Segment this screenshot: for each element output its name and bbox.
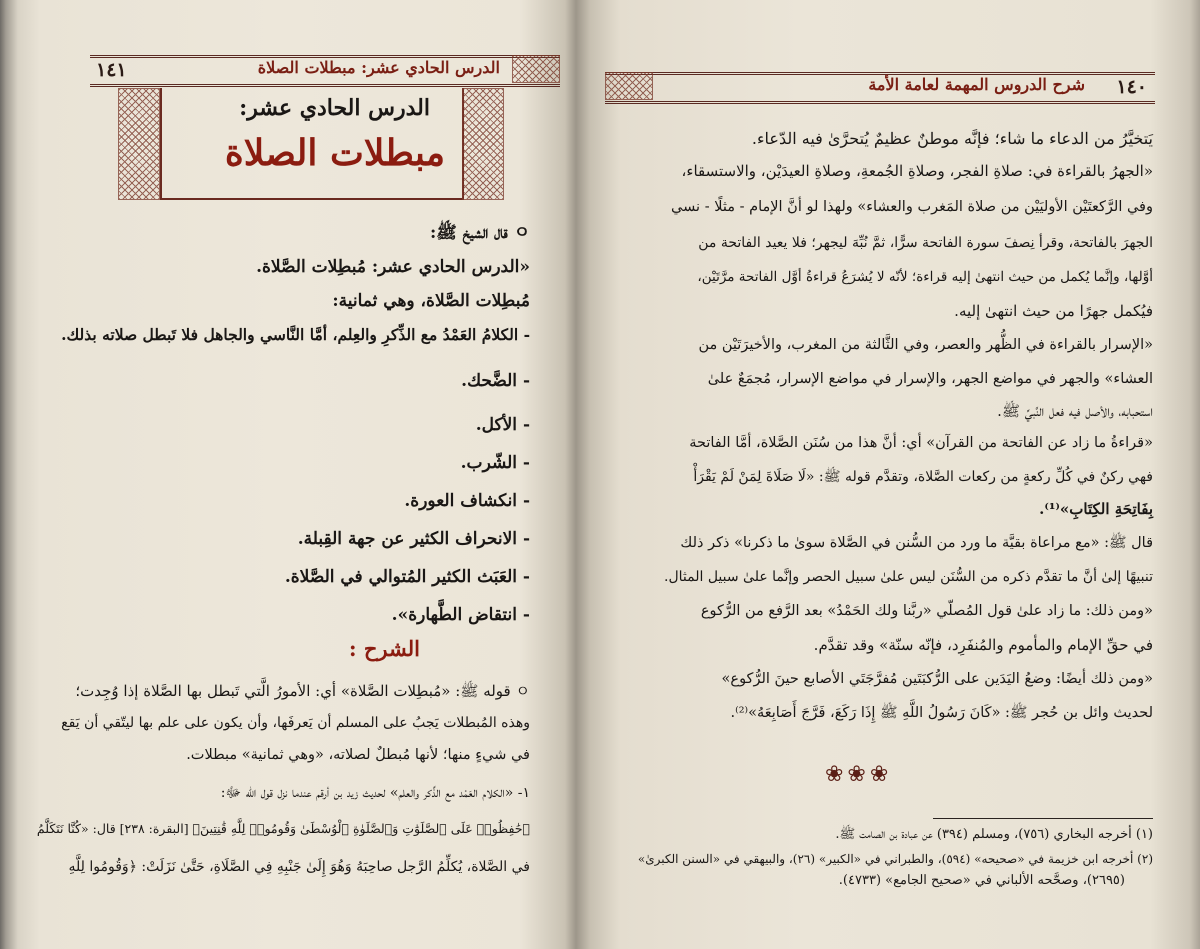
text-line: «ومن ذلك: ما زاد علىٰ قول المُصلّي «ربَّنا ولك الحَمْدُ» بعد الرَّفع من الرُّكوع (700, 603, 1153, 619)
quran-verse: ﴿حَٰفِظُوا۟ عَلَى ٱلصَّلَوَٰتِ وَٱلصَّلَوٰةِ ٱلْوُسْطَىٰ وَقُومُوا۟ لِلَّهِ قَٰنِتِينَ﴾ [البقرة: ٢٣٨] قال: «كُنَّا نَتَكَلَّمُ (36, 821, 530, 836)
left-running-header (90, 55, 560, 87)
text-line: استحبابه، والأصل فيه فعل النَّبيِّ ﷺ. (997, 402, 1153, 420)
page-number: ١٤١ (96, 59, 127, 81)
footnote: (١) أخرجه البخاري (٧٥٦)، ومسلم (٣٩٤) عن عبادة بن الصامت ﷺ. (835, 827, 1153, 842)
right-running-header (605, 72, 1155, 104)
left-page (36, 0, 570, 949)
page-number: ١٤٠ (1116, 76, 1147, 98)
list-item: - انكشاف العورة. (404, 491, 530, 511)
ornament-icon (605, 72, 653, 100)
text-line: في الصَّلاة، يُكلِّمُ الرَّجل صاحِبَهُ وَهُوَ إِلَىٰ جَنْبِهِ فِي الصَّلَاةِ، حَتَّىٰ نَزَلَتْ: ﴿وَقُومُوا لِلَّهِ (68, 859, 530, 875)
text-line: الجهرَ بالفاتحة، وقرأ نِصفَ سورة الفاتحة سرًّا، ثمَّ نُبِّهَ ليجهر؛ فلا يعيد الفاتحة من (698, 235, 1153, 251)
text-line: «الدرس الحادي عشر: مُبطِلات الصَّلاة. (256, 257, 530, 277)
text-line: قال ﷺ: «مع مراعاة بقيَّة ما ورد من السُّنن في الصَّلاة سوىٰ ما ذكرنا» ذكر ذلك (680, 535, 1153, 551)
list-item: - الشّرب. (460, 453, 530, 473)
text-line: فيُكمل جهرًا من حيث انتهىٰ إليه. (954, 302, 1153, 320)
footnote: (٢٦٩٥)، وصحَّحه الألباني في «صحيح الجامع» (٤٧٣٣). (838, 873, 1125, 888)
text-line: وفي الرَّكعتَيْن الأوليَيْن من صلاة المَغرب والعشاء» ولهذا لو أنَّ الإمام - مثلًا - نسي (671, 199, 1153, 215)
commentary-heading: الشرح : (348, 636, 420, 661)
text-line: «الإسرار بالقراءة في الظُّهر والعصر، وفي الثَّالثة من المغرب، والأخيرَتَيْن من (698, 337, 1153, 353)
text-line: «الجهرُ بالقراءة في: صلاةِ الفجر، وصلاةِ الجُمعةِ، وصلاةِ العيدَيْن، والاستسقاء، (681, 162, 1153, 180)
text-line: «قراءةُ ما زاد عن الفاتحة من القرآن» أي: أنَّ هذا من سُنَن الصَّلاة، أمَّا الفاتحة (689, 435, 1153, 451)
list-item: - الضَّحك. (461, 371, 530, 391)
section-separator: ❀❀❀ (825, 762, 893, 787)
text-line: العشاء» والجهر في مواضع الجهر، والإسرار في مواضع الإسرار، مُجمَعٌ علىٰ (707, 371, 1153, 387)
lesson-title: مبطلات الصلاة (224, 132, 445, 174)
text-line: ١- «الكلام العَمْد مع الذِّكر والعلم» لحديث زيد بن أرقم عندما نزل قول الله ﷻ: (220, 785, 530, 801)
ornament-icon (512, 55, 560, 83)
text-line: ㅇ قال الشيخ ﷺ: (430, 223, 530, 243)
text-line: وهذه المُبطلات يَجبُ على المسلم أن يَعرفَها، وأن يكون على علم بها ليتّقي أن يَقع (61, 715, 530, 731)
text-line: «ومن ذلك أيضًا: وضعُ اليَدَين على الرُّكبَتَين مُفرَّجَتَي الأصابع حينَ الرُّكوع» (721, 671, 1153, 687)
text-line: يَتخيَّرُ من الدعاء ما شاء؛ فإنَّه موطنٌ عظيمٌ يُتحرَّىٰ فيه الدّعاء. (751, 129, 1153, 148)
list-item: - الكلامُ العَمْدُ مع الذِّكرِ والعِلم، أمَّا النَّاسي والجاهل فلا تَبطل صلاته بذلك. (61, 325, 530, 344)
right-page (595, 0, 1175, 949)
ornament-icon (118, 88, 160, 200)
text-line: ㅇ قوله ﷺ: «مُبطِلات الصَّلاة» أي: الأمورُ الَّتي تَبطل بها الصَّلاة إذا وُجِدت؛ (75, 682, 530, 700)
text-line: مُبطِلات الصَّلاة، وهي ثمانية: (332, 291, 530, 311)
text-line: تنبيهًا إلىٰ أنَّ ما تقدَّم ذكره من السُّنَن ليس علىٰ سبيل الحصر وإنَّما علىٰ سبيل المثال. (664, 569, 1153, 585)
text-line: أوَّلها، وإنَّما يُكمل من حيث انتهىٰ إليه قراءة؛ لأنّه لا يُشرَعُ قراءةُ أوَّل الفاتحة مرَّتَيْن، (697, 269, 1153, 285)
running-title: الدرس الحادي عشر: مبطلات الصلاة (257, 58, 500, 77)
ornament-icon (462, 88, 504, 200)
list-item: - انتقاض الطَّهارة». (391, 605, 530, 625)
list-item: - الانحراف الكثير عن جهة القِبلة. (297, 529, 530, 549)
footnote: (٢) أخرجه ابن خزيمة في «صحيحه» (٥٩٤)، والطبراني في «الكبير» (٢٦)، والبيهقي في «السنن الكبرىٰ» (637, 852, 1153, 866)
list-item: - الأكل. (475, 415, 530, 435)
list-item: - العَبَث الكثير المُتوالي في الصَّلاة. (284, 567, 530, 587)
lesson-heading: الدرس الحادي عشر: (239, 95, 430, 121)
text-line: فهي ركنٌ في كُلِّ ركعةٍ من ركعات الصَّلاة، وتقدَّم قوله ﷺ: «لَا صَلَاةَ لِمَنْ لَمْ يَقْرَأْ (693, 469, 1153, 485)
footnote-rule (933, 818, 1153, 819)
text-line: بِفَاتِحَةِ الكِتَابِ»⁽¹⁾. (1039, 500, 1153, 518)
text-line: لحديث وائل بن حُجر ﷺ: «كَانَ رَسُولُ اللَّهِ ﷺ إِذَا رَكَعَ، فَرَّجَ أَصَابِعَهُ»⁽²⁾. (730, 705, 1153, 721)
running-title: شرح الدروس المهمة لعامة الأمة (868, 75, 1085, 94)
text-line: في حقِّ الإمام والمأموم والمُنفَرِد، فإنّه سنّة» وقد تقدَّم. (813, 636, 1153, 654)
text-line: في شيءٍ منها؛ لأنها مُبطلٌ لصلاته، «وهي ثمانية» مبطلات. (186, 747, 530, 763)
